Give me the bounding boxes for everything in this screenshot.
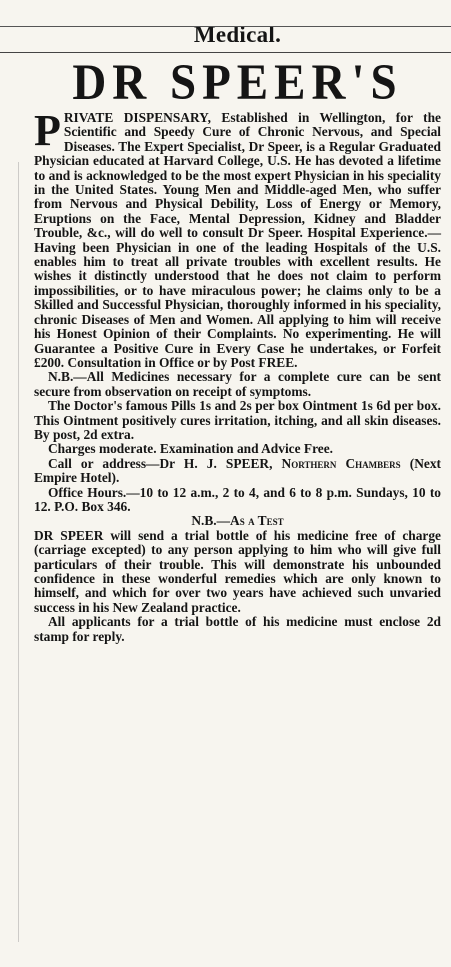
charges-paragraph: Charges moderate. Examination and Advice Free. — [48, 441, 334, 457]
top-rule — [0, 26, 451, 27]
newspaper-advertisement — [0, 22, 451, 967]
advert-body — [34, 106, 441, 644]
advert-headline: DR SPEER'S — [72, 54, 403, 112]
drop-cap: P — [34, 106, 61, 155]
section-divider — [0, 52, 451, 53]
section-title: Medical. — [193, 22, 282, 47]
office-hours: Office Hours.—10 to 12 a.m., 2 to 4, and 6 to 8 p.m. Sundays, 10 to 12. P.O. Box 346. — [34, 484, 441, 514]
address-paragraph — [34, 457, 441, 486]
address-text: Call or address—Dr H. J. SPEER, — [48, 455, 282, 471]
trial-bottle-paragraph: DR SPEER will send a trial bottle of his medicine free of charge (carriage excepted) to any person applying to him who will give full particulars of their trouble. This will demonstrate his unbounded confidence in these wonderful remedies which are only known to himself, and which for over two years have achieved such unvaried success in his New Zealand practice. — [34, 527, 441, 615]
pills-paragraph: The Doctor's famous Pills 1s and 2s per box Ointment 1s 6d per box. This Ointment positively cures irritation, itching, and all skin diseases. By post, 2d extra. — [34, 398, 441, 442]
intro-text: RIVATE DISPENSARY, Established in Wellington, for the Scientific and Speedy Cure of Chronic Nervous, and Special Diseases. The Expert Specialist, Dr Speer, is a Regular Graduated Physician educated at Harvard College, U.S. He has devoted a lifetime to and is acknowledged to be the most expert Physician in his speciality in the United States. Young Men and Middle-aged Men, who suffer from Nervous and Physical Debility, Loss of Energy or Memory, Eruptions on the Face, Mental Depression, Kidney and Bladder Trouble, &c., will do well to consult Dr Speer. Hospital Experience.—Having been Physician in one of the leading Hospitals of the U.S. enables him to treat all private troubles with excellent results. He wishes it distinctly understood that he does not claim to perform impossibilities, or to have miraculous power; he claims only to be a Skilled and Successful Physician, thoroughly informed in his speciality, chronic Diseases of Men and Women. All applying to him will receive his Honest Opinion of their Complaints. No experimenting. He will Guarantee a Positive Cure in Every Case he undertakes, or Forfeit £200. Consultation in Office or by Post FREE. — [34, 110, 441, 370]
address-chambers: Northern Chambers — [281, 455, 401, 471]
medicines-note: N.B.—All Medicines necessary for a complete cure can be sent secure from observation on receipt of symptoms. — [34, 369, 441, 399]
applicants-note: All applicants for a trial bottle of his medicine must enclose 2d stamp for reply. — [34, 614, 441, 644]
column-rule — [18, 162, 19, 942]
intro-paragraph — [34, 106, 441, 370]
address-note: (Next Empire Hotel). — [34, 455, 441, 486]
test-heading: N.B.—As a Test — [191, 513, 284, 529]
